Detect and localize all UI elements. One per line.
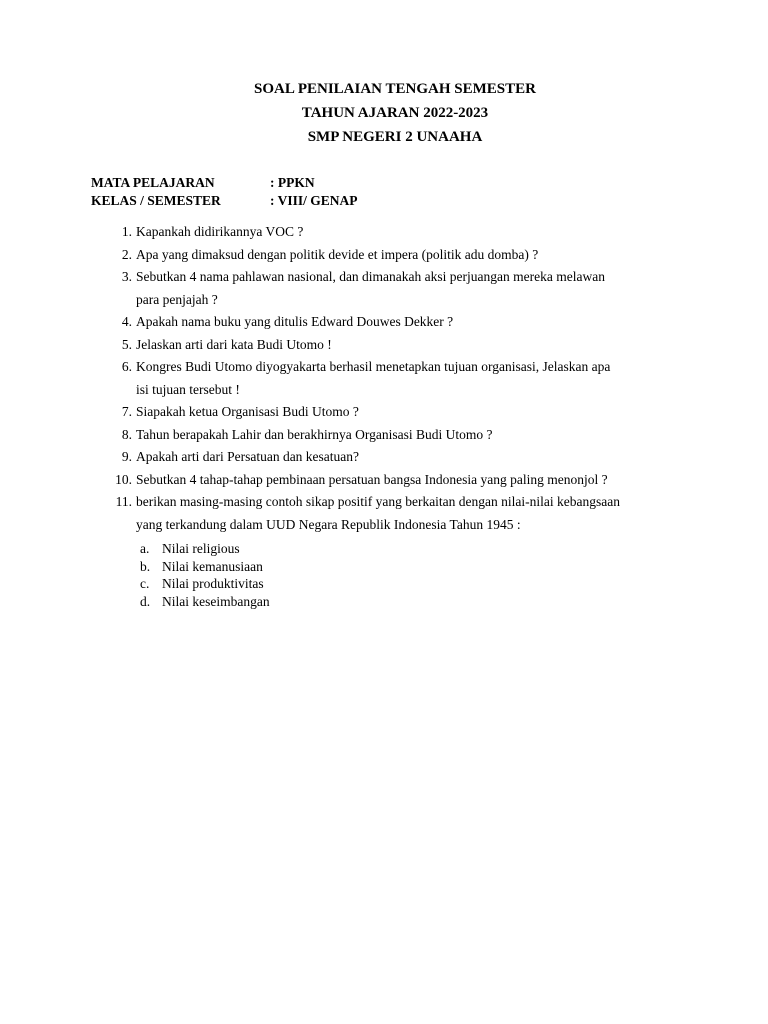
question-line: Apakah arti dari Persatuan dan kesatuan? (136, 449, 360, 464)
exam-info (91, 174, 591, 210)
question-line: Sebutkan 4 tahap-tahap pembinaan persatuan bangsa Indonesia yang paling menonjol ? (136, 471, 608, 487)
question-list (100, 221, 700, 536)
question-text (136, 266, 700, 311)
question-item (100, 334, 700, 357)
question-item (100, 266, 700, 311)
question-line: berikan masing-masing contoh sikap positif yang berkaitan dengan nilai-nilai kebangsaan (136, 494, 620, 509)
sub-item-letter: c. (140, 576, 150, 592)
question-number: 3. (121, 269, 132, 284)
question-text (136, 311, 700, 334)
question-number: 2. (121, 246, 132, 262)
question-item (100, 401, 700, 424)
subject-label: MATA PELAJARAN (91, 175, 215, 190)
question-number: 11. (115, 494, 132, 509)
question-line: Sebutkan 4 nama pahlawan nasional, dan dimanakah aksi perjuangan mereka melawan (136, 269, 605, 284)
question-item (100, 446, 700, 469)
sub-list-item (137, 558, 270, 576)
question-text (136, 424, 700, 447)
question-item (100, 469, 700, 492)
sub-item-letter: a. (140, 541, 150, 556)
question-line: Siapakah ketua Organisasi Budi Utomo ? (136, 404, 359, 419)
sub-item-text: Nilai kemanusiaan (162, 558, 263, 574)
question-line: Kapankah didirikannya VOC ? (136, 224, 304, 239)
sub-list-item (137, 593, 270, 611)
question-text (136, 244, 700, 267)
question-number: 5. (121, 336, 132, 352)
value-sub-list (137, 540, 270, 611)
question-text (136, 221, 700, 244)
question-number: 9. (121, 449, 132, 464)
sub-list-item (137, 540, 270, 558)
question-item (100, 221, 700, 244)
question-text (136, 469, 700, 492)
header-school-name: SMP NEGERI 2 UNAAHA (307, 129, 483, 145)
question-number: 1. (121, 224, 132, 239)
subject-value: : PPKN (270, 175, 315, 190)
sub-item-letter: d. (140, 594, 151, 610)
class-row (91, 192, 591, 210)
question-number: 6. (121, 359, 132, 374)
header-academic-year: TAHUN AJARAN 2022-2023 (301, 105, 489, 121)
subject-row (91, 174, 591, 192)
question-text (136, 401, 700, 424)
class-label: KELAS / SEMESTER (91, 193, 221, 208)
question-line: Jelaskan arti dari kata Budi Utomo ! (136, 336, 332, 352)
question-line: Kongres Budi Utomo diyogyakarta berhasil menetapkan tujuan organisasi, Jelaskan apa (136, 359, 611, 374)
question-line: Tahun berapakah Lahir dan berakhirnya Organisasi Budi Utomo ? (136, 426, 493, 442)
question-line: isi tujuan tersebut ! (136, 381, 240, 397)
question-item (100, 244, 700, 267)
question-number: 10. (115, 471, 132, 487)
sub-item-text: Nilai produktivitas (162, 576, 264, 592)
question-number: 8. (121, 426, 132, 442)
question-line: yang terkandung dalam UUD Negara Republik Indonesia Tahun 1945 : (136, 516, 521, 532)
question-text (136, 491, 700, 536)
question-text (136, 446, 700, 469)
question-number: 4. (121, 314, 132, 329)
document-header (0, 77, 768, 149)
header-title: SOAL PENILAIAN TENGAH SEMESTER (254, 81, 536, 97)
question-line: Apa yang dimaksud dengan politik devide et impera (politik adu domba) ? (136, 246, 539, 262)
sub-item-letter: b. (140, 558, 151, 574)
sub-item-text: Nilai keseimbangan (162, 594, 270, 610)
question-line: para penjajah ? (136, 291, 218, 307)
class-value: : VIII/ GENAP (270, 193, 358, 208)
question-text (136, 356, 700, 401)
question-line: Apakah nama buku yang ditulis Edward Douwes Dekker ? (136, 314, 454, 329)
sub-list-item (137, 575, 270, 593)
sub-item-text: Nilai religious (162, 541, 240, 556)
question-item (100, 311, 700, 334)
question-item (100, 424, 700, 447)
question-item (100, 356, 700, 401)
question-item (100, 491, 700, 536)
question-number: 7. (121, 404, 132, 419)
question-text (136, 334, 700, 357)
